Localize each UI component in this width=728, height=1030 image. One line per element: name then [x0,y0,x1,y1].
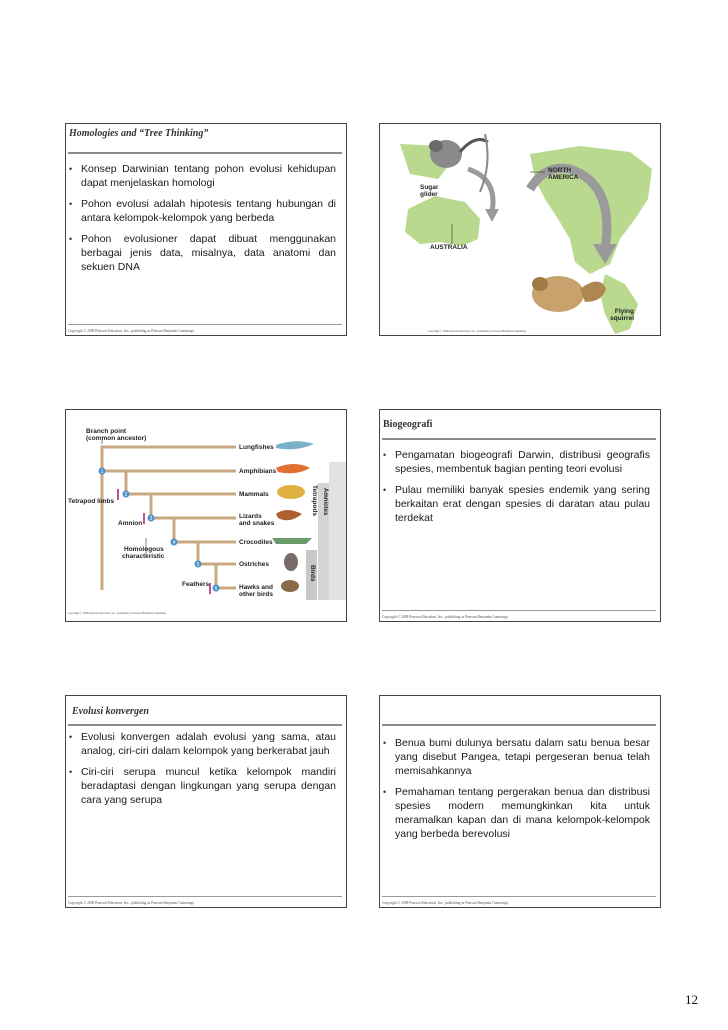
taxon-mammals: Mammals [239,491,269,498]
tetrapods-bracket [329,462,347,600]
bullet-item: • Benua bumi dulunya bersatu dalam satu benua besar yang disebut Pangea, tetapi pergeseran benua telah memisahkannya [382,736,650,778]
title-divider [68,724,342,726]
slide-phylogenetic-tree [65,409,347,622]
copyright: Copyright © 2008 Pearson Education, Inc., publishing as Pearson Benjamin Cummings [382,615,509,619]
map-figure [380,124,661,336]
slide-title: Homologies and “Tree Thinking” [69,128,209,139]
south-america-landmass [600,274,638,334]
taxon-snakes: and snakes [239,520,275,527]
bullet-item: • Pohon evolusioner dapat dibuat menggunakan berbagai jenis data, misalnya, data anatomi dan sekuen DNA [68,232,336,274]
bullet-item: • Evolusi konvergen adalah evolusi yang sama, atau analog, ciri-ciri dalam kelompok yang berkerabat jauh [68,730,336,758]
taxon-ostriches: Ostriches [239,561,269,568]
slide-title: Biogeografi [383,419,433,430]
australia-landmass [405,196,480,246]
slide-homologies [65,123,347,336]
copyright: Copyright © 2008 Pearson Education, Inc., publishing as Pearson Benjamin Cummings [68,901,195,905]
taxon-amphibians: Amphibians [239,468,277,475]
node-number: 6 [214,586,218,592]
node-markers [99,468,220,592]
bullet-list [68,730,336,814]
bullet-list [382,736,650,848]
label-sugar-glider: Sugar glider [420,184,439,198]
label-australia: AUSTRALIA [430,244,468,251]
label-tetrapods: Tetrapods [311,485,318,516]
flying-squirrel-illustration [532,276,606,312]
label-amnion: Amnion [118,520,143,527]
copyright: Copyright © 2008 Pearson Education, Inc., publishing as Pearson Benjamin Cummings [68,612,167,615]
title-divider [68,152,342,154]
title-divider [382,438,656,440]
bullet-item: • Pengamatan biogeografi Darwin, distribusi geografis spesies, membentuk bagian penting teori evolusi [382,448,650,476]
glider-arrow-head [485,209,499,222]
bullet-list [382,448,650,532]
label-homologous: Homologous [124,546,164,553]
slide-biogeografi [379,409,661,622]
footer-divider [382,610,656,611]
label-birds: Birds [309,565,316,582]
taxon-lungfishes: Lungfishes [239,444,274,451]
bullet-item: • Pulau memiliki banyak spesies endemik yang sering berkaitan erat dengan spesies di daratan atau pulau terdekat [382,483,650,525]
label-feathers: Feathers [182,581,210,588]
label-amniotes: Amniotes [322,488,328,516]
node-number: 4 [172,540,176,546]
bullet-item: • Ciri-ciri serupa muncul ketika kelompok mandiri beradaptasi dengan lingkungan yang serupa dengan cara yang serupa [68,765,336,807]
title-divider [382,724,656,726]
slide-pangea [379,695,661,908]
slide-biogeography-map [379,123,661,336]
slide-evolusi-konvergen [65,695,347,908]
taxon-other-birds: other birds [239,591,273,598]
slide-title: Evolusi konvergen [72,706,149,717]
label-characteristic: characteristic [122,553,165,560]
bullet-list [68,162,336,281]
page-number: 12 [685,992,698,1007]
label-north-america: NORTH AMERICA [548,167,579,181]
node-number: 5 [196,562,200,568]
footer-divider [68,896,342,897]
label-flying-squirrel: Flying squirrel [610,308,634,322]
label-tetrapod-limbs: Tetrapod limbs [68,498,115,505]
bullet-item: • Konsep Darwinian tentang pohon evolusi kehidupan dapat menjelaskan homologi [68,162,336,190]
footer-divider [68,324,342,325]
bullet-item: • Pohon evolusi adalah hipotesis tentang hubungan di antara kelompok-kelompok yang berbeda [68,197,336,225]
node-number: 1 [100,469,104,475]
taxon-hawks: Hawks and [239,584,273,591]
taxon-crocodiles: Crocodiles [239,539,273,546]
copyright: Copyright © 2008 Pearson Education, Inc., publishing as Pearson Benjamin Cummings [428,330,527,333]
copyright: Copyright © 2008 Pearson Education, Inc., publishing as Pearson Benjamin Cummings [68,329,195,333]
copyright: Copyright © 2008 Pearson Education, Inc., publishing as Pearson Benjamin Cummings [382,901,509,905]
taxon-lizards: Lizards [239,513,262,520]
node-number: 3 [149,516,153,522]
node-number: 2 [124,492,128,498]
north-america-landmass [530,146,652,274]
tree-branches [102,447,236,590]
label-branch-point: Branch point [86,428,127,435]
footer-divider [382,896,656,897]
label-common-ancestor: (common ancestor) [86,435,147,442]
bullet-item: • Pemahaman tentang pergerakan benua dan distribusi spesies modern memungkinkan kita untuk meramalkan kapan dan di mana kelompok-kelompok yang berbeda berevolusi [382,785,650,841]
